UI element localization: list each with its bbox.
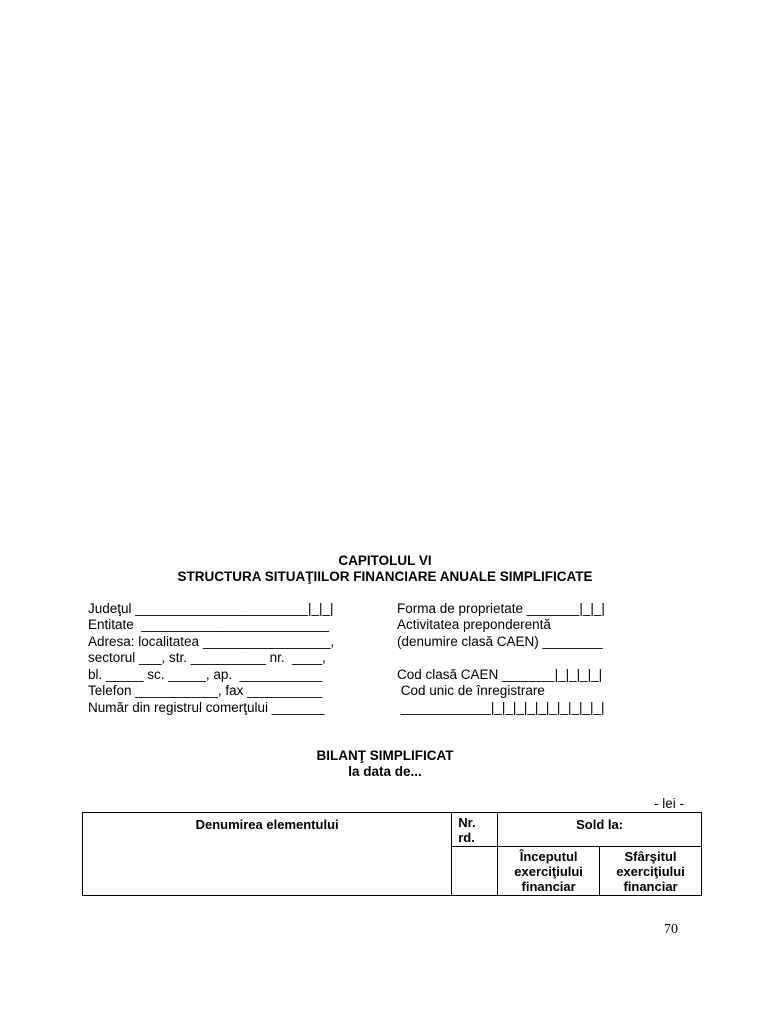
header-element-name: Denumirea elementului [83, 813, 452, 896]
form-line-cod-unic-label: Cod unic de înregistrare [397, 683, 545, 698]
end-line-2: exerciţiului [616, 864, 685, 879]
header-rd-label: rd. [458, 830, 475, 845]
chapter-subtitle: STRUCTURA SITUAŢIILOR FINANCIARE ANUALE SIMPLIFICATE [177, 569, 593, 584]
header-end-period [600, 847, 702, 896]
currency-unit: - lei - [654, 796, 684, 811]
header-nr-empty [452, 847, 498, 896]
chapter-title: CAPITOLUL VI [338, 553, 432, 568]
page-number: 70 [664, 922, 678, 937]
header-nr-label: Nr. [458, 815, 476, 830]
form-line-forma-proprietate: Forma de proprietate _______|_|_| [397, 601, 605, 616]
start-line-2: exerciţiului [514, 864, 583, 879]
form-line-sectorul: sectorul ___, str. __________ nr. ____, [88, 650, 326, 665]
form-line-telefon: Telefon ___________, fax __________ [88, 683, 323, 698]
form-line-registru: Număr din registrul comerţului _______ [88, 700, 325, 715]
form-line-judet: Judeţul _______________________|_|_| [88, 601, 334, 616]
header-sold: Sold la: [498, 813, 702, 847]
end-line-1: Sfârşitul [624, 849, 677, 864]
bilant-title: BILANŢ SIMPLIFICAT [316, 748, 454, 763]
end-line-3: financiar [623, 879, 678, 894]
form-line-cod-unic-field: ____________|_|_|_|_|_|_|_|_|_|_| [397, 700, 605, 715]
start-line-3: financiar [521, 879, 576, 894]
form-line-cod-caen: Cod clasă CAEN _______|_|_|_|_| [397, 667, 603, 682]
form-line-denumire-caen: (denumire clasă CAEN) ________ [397, 634, 603, 649]
form-line-adresa: Adresa: localitatea _________________, [88, 634, 335, 649]
header-start-period [498, 847, 600, 896]
form-line-entitate: Entitate _________________________ [88, 617, 329, 632]
form-line-bloc: bl. _____ sc. _____, ap. ___________ [88, 667, 323, 682]
bilant-table [82, 812, 702, 896]
start-line-1: Începutul [519, 849, 578, 864]
bilant-subtitle: la data de... [348, 764, 422, 779]
form-line-activitate: Activitatea preponderentă [397, 617, 551, 632]
header-nr-rd [452, 813, 498, 847]
